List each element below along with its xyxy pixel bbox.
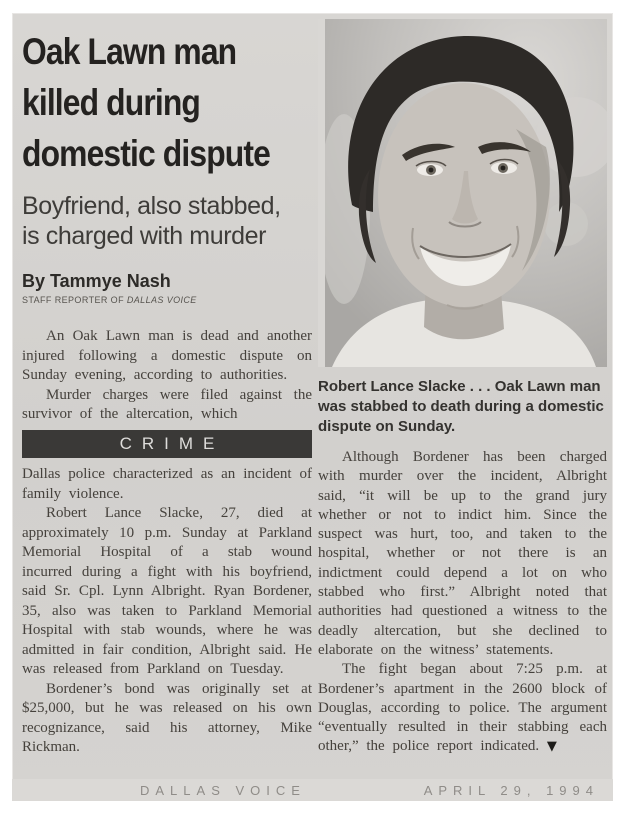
credit-prefix: STAFF REPORTER OF xyxy=(22,295,127,305)
article-end-mark-icon: ▼ xyxy=(546,739,557,755)
page-footer xyxy=(12,779,613,801)
headline-line-2: killed during xyxy=(22,82,200,123)
headline-line-1: Oak Lawn man xyxy=(22,31,237,72)
crime-section-banner: CRIME xyxy=(22,430,312,459)
portrait-photo xyxy=(318,19,607,367)
article-subhead xyxy=(22,191,312,251)
paragraph xyxy=(318,660,607,756)
footer-date: APRIL 29, 1994 xyxy=(423,782,599,798)
footer-publication: DALLAS VOICE xyxy=(140,782,306,798)
paragraph: Dallas police characterized as an incident of family violence. xyxy=(22,466,312,502)
photo-caption: Robert Lance Slacke . . . Oak Lawn man was stabbed to death during a domestic dispute on Sunday. xyxy=(318,378,604,435)
byline: By Tammye Nash xyxy=(22,271,171,291)
reporter-credit xyxy=(22,295,312,305)
subhead-line-1: Boyfriend, also stabbed, xyxy=(22,192,281,220)
left-column xyxy=(22,19,312,758)
right-column-body xyxy=(318,448,607,757)
subhead-line-2: is charged with murder xyxy=(22,222,267,250)
paragraph: Murder charges were filed against the survivor of the altercation, which xyxy=(22,386,312,422)
article-headline xyxy=(22,26,271,179)
newspaper-clipping xyxy=(12,13,613,801)
paragraph: Robert Lance Slacke, 27, died at approximately 10 p.m. Sunday at Parkland Memorial Hospital of a stab wound incurred during a fight with his boyfriend, said Sr. Cpl. Lynn Albright. Ryan Bordener, 35, also was taken to Parkland Memorial Hospital with stab wounds, where he was admitted in fair condition, Albright said. He was released from Parkland on Tuesday. xyxy=(22,505,312,677)
left-column-body xyxy=(22,327,312,758)
paragraph-text: The fight began about 7:25 p.m. at Bordener’s apartment in the 2600 block of Douglas, according to police. The argument “eventually resulted in their stabbing each other,” the police report indicated. xyxy=(318,661,607,755)
paragraph: Although Bordener has been charged with murder over the incident, Albright said, “it will be up to the grand jury whether or not to indict him. Since the suspect was hurt, too, and taken to the hospital, whether or not there is an indictment could depend a lot on who stabbed who first.” Albright noted that authorities had questioned a witness to the deadly altercation, but she declined to elaborate on the witness’ statements. xyxy=(318,449,607,658)
credit-publication: DALLAS VOICE xyxy=(126,295,197,305)
paragraph: An Oak Lawn man is dead and another injured following a domestic dispute on Sunday evening, according to authorities. xyxy=(22,328,312,383)
paragraph: Bordener’s bond was originally set at $25,000, but he was released on his own recognizance, said his attorney, Mike Rickman. xyxy=(22,680,312,755)
headline-line-3: domestic dispute xyxy=(22,133,270,174)
right-column xyxy=(318,19,607,757)
